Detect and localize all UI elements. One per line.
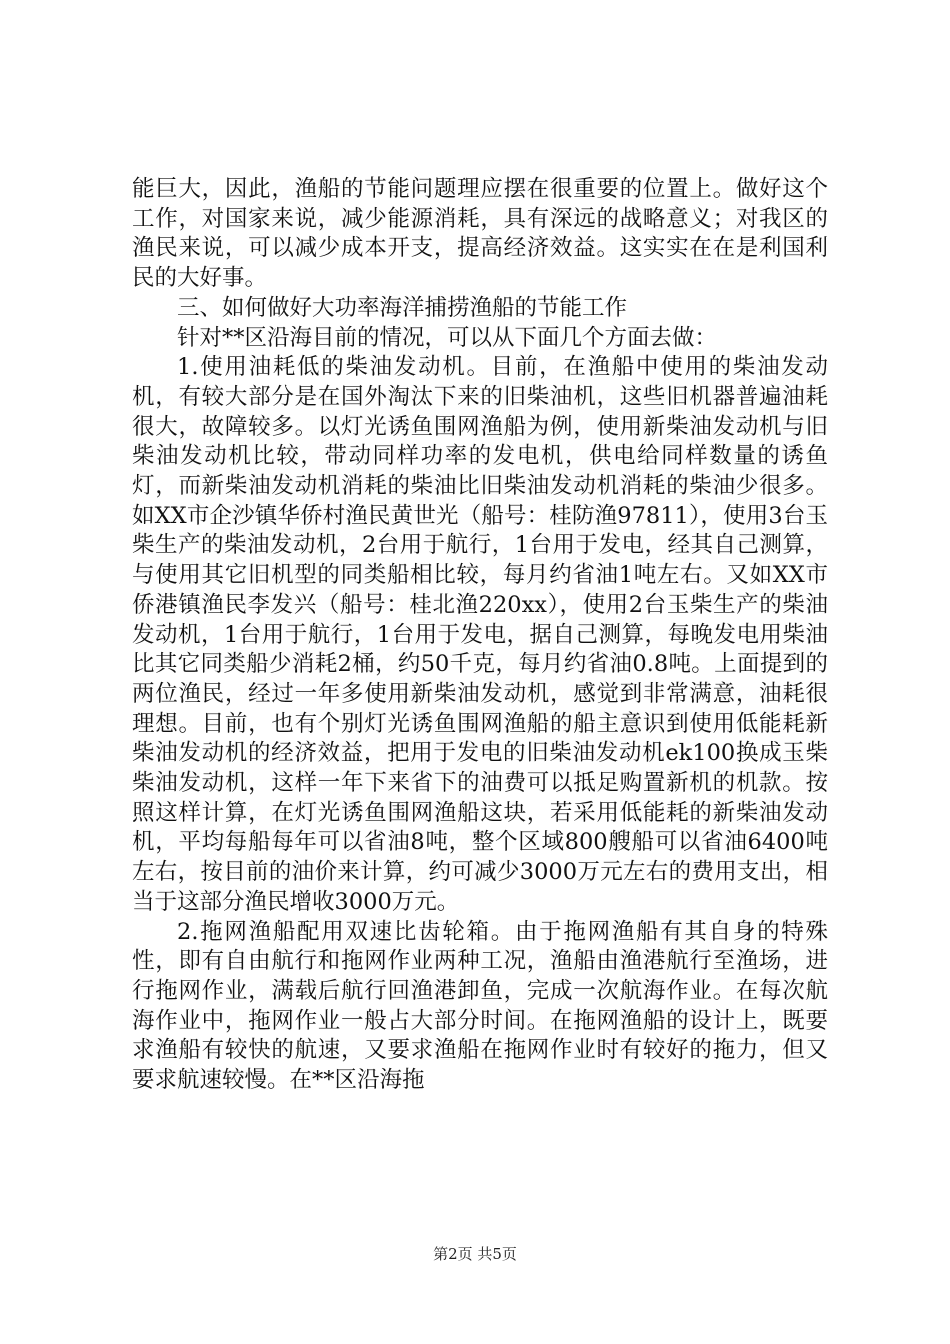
page-footer <box>0 1244 950 1264</box>
document-body <box>132 175 828 1096</box>
numbered-paragraph: 2.拖网渔船配用双速比齿轮箱。由于拖网渔船有其自身的特殊性，即有自由航行和拖网作业两种工况，渔船由渔港航行至渔场，进行拖网作业，满载后航行回渔港卸鱼，完成一次航海作业。在每次航海作业中，拖网作业一般占大部分时间。在拖网渔船的设计上，既要求渔船有较快的航速，又要求渔船在拖网作业时有较好的拖力，但又要求航速较慢。在**区沿海拖 <box>132 918 828 1094</box>
body-paragraph: 能巨大，因此，渔船的节能问题理应摆在很重要的位置上。做好这个工作，对国家来说，减少能源消耗，具有深远的战略意义；对我区的渔民来说，可以减少成本开支，提高经济效益。这实实在在是利国利民的大好事。 <box>132 176 828 292</box>
body-paragraph: 针对**区沿海目前的情况，可以从下面几个方面去做： <box>177 324 718 351</box>
page-number: 第2页 共5页 <box>433 1245 517 1263</box>
section-heading: 三、如何做好大功率海洋捕捞渔船的节能工作 <box>177 294 628 321</box>
numbered-paragraph: 1.使用油耗低的柴油发动机。目前，在渔船中使用的柴油发动机，有较大部分是在国外淘汰下来的旧柴油机，这些旧机器普遍油耗很大，故障较多。以灯光诱鱼围网渔船为例，使用新柴油发动机与旧柴油发动机比较，带动同样功率的发电机，供电给同样数量的诱鱼灯，而新柴油发动机消耗的柴油比旧柴油发动机消耗的柴油少很多。如XX市企沙镇华侨村渔民黄世光（船号：桂防渔97811），使用3台玉柴生产的柴油发动机，2台用于航行，1台用于发电，经其自己测算，与使用其它旧机型的同类船相比较，每月约省油1吨左右。又如XX市侨港镇渔民李发兴（船号：桂北渔220xx），使用2台玉柴生产的柴油发动机，1台用于航行，1台用于发电，据自己测算，每晚发电用柴油比其它同类船少消耗2桶，约50千克，每月约省油0.8吨。上面提到的两位渔民，经过一年多使用新柴油发动机，感觉到非常满意，油耗很理想。目前，也有个别灯光诱鱼围网渔船的船主意识到使用低能耗新柴油发动机的经济效益，把用于发电的旧柴油发动机ek100换成玉柴柴油发动机，这样一年下来省下的油费可以抵足购置新机的机款。按照这样计算，在灯光诱鱼围网渔船这块，若采用低能耗的新柴油发动机，平均每船每年可以省油8吨，整个区域800艘船可以省油6400吨左右，按目前的油价来计算，约可减少3000万元左右的费用支出，相当于这部分渔民增收3000万元。 <box>132 354 828 915</box>
